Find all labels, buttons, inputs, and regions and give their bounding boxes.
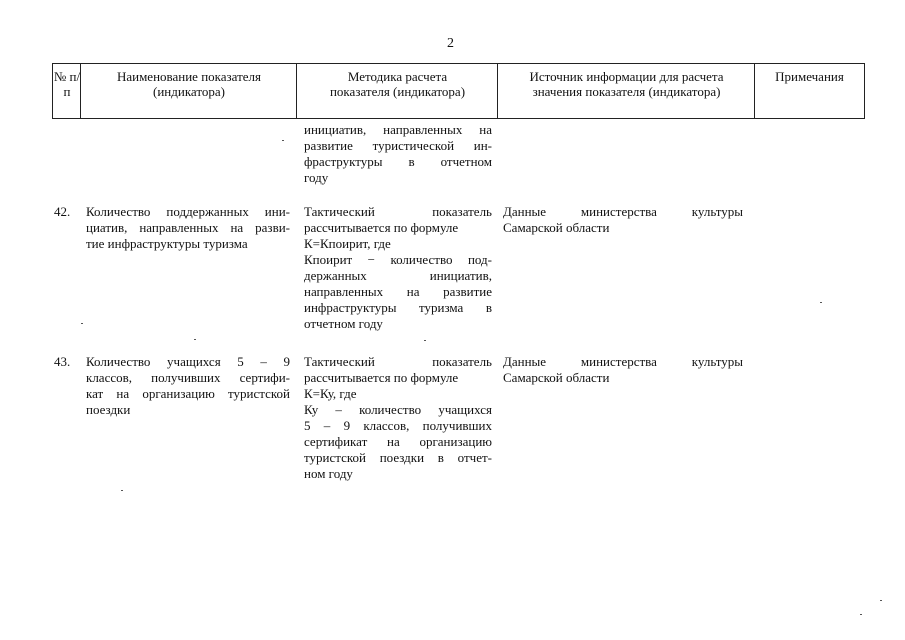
text-line: 5 – 9 классов, получивших [304,418,492,433]
row-method-cell [304,204,492,332]
header-col-number: № п/п [52,63,81,119]
text-line: Ку – количество учащихся [304,402,492,417]
text-line: классов, получивших сертифи- [86,370,290,385]
continuation-method-cell [304,122,492,186]
row-number: 43. [54,354,71,369]
scan-speck [424,340,426,341]
header-col-notes: Примечания [754,63,865,119]
scan-speck [282,140,284,141]
text-line: Количество учащихся 5 – 9 [86,354,290,369]
scan-speck [81,323,83,324]
text-line: циатив, направленных на разви- [86,220,290,235]
text-line: ном году [304,466,353,481]
text-line: развитие туристической ин- [304,138,492,153]
text-line: Количество поддержанных ини- [86,204,290,219]
scan-speck [194,339,196,340]
text-line: Тактический показатель [304,204,492,219]
text-line: поездки [86,402,131,417]
header-col-source: Источник информации для расчета значения показателя (индикатора) [497,63,755,119]
text-line: рассчитывается по формуле [304,220,459,235]
text-line: Тактический показатель [304,354,492,369]
text-line: фраструктуры в отчетном [304,154,492,169]
text-line: кат на организацию туристской [86,386,290,401]
row-source-cell [503,354,743,386]
text-line: Самарской области [503,370,610,385]
page-number: 2 [447,36,454,51]
scan-speck [860,614,862,615]
text-line: отчетном году [304,316,383,331]
text-line: сертификат на организацию [304,434,492,449]
row-name-cell [86,354,290,418]
header-col-method: Методика расчета показателя (индикатора) [296,63,498,119]
scan-speck [880,600,882,601]
row-source-cell [503,204,743,236]
text-line: К=Кпоирит, где [304,236,391,251]
header-col-name: Наименование показателя (индикатора) [80,63,297,119]
text-line: инфраструктуры туризма в [304,300,492,315]
text-line: тие инфраструктуры туризма [86,236,248,251]
row-name-cell [86,204,290,252]
text-line: Данные министерства культуры [503,204,743,219]
text-line: К=Ку, где [304,386,357,401]
scan-speck [121,490,123,491]
text-line: Кпоирит − количество под- [304,252,492,267]
text-line: году [304,170,329,185]
row-method-cell [304,354,492,482]
scan-speck [820,302,822,303]
text-line: держанных инициатив, [304,268,492,283]
text-line: рассчитывается по формуле [304,370,459,385]
text-line: инициатив, направленных на [304,122,492,137]
text-line: Самарской области [503,220,610,235]
text-line: направленных на развитие [304,284,492,299]
text-line: Данные министерства культуры [503,354,743,369]
row-number: 42. [54,204,71,219]
text-line: туристской поездки в отчет- [304,450,492,465]
